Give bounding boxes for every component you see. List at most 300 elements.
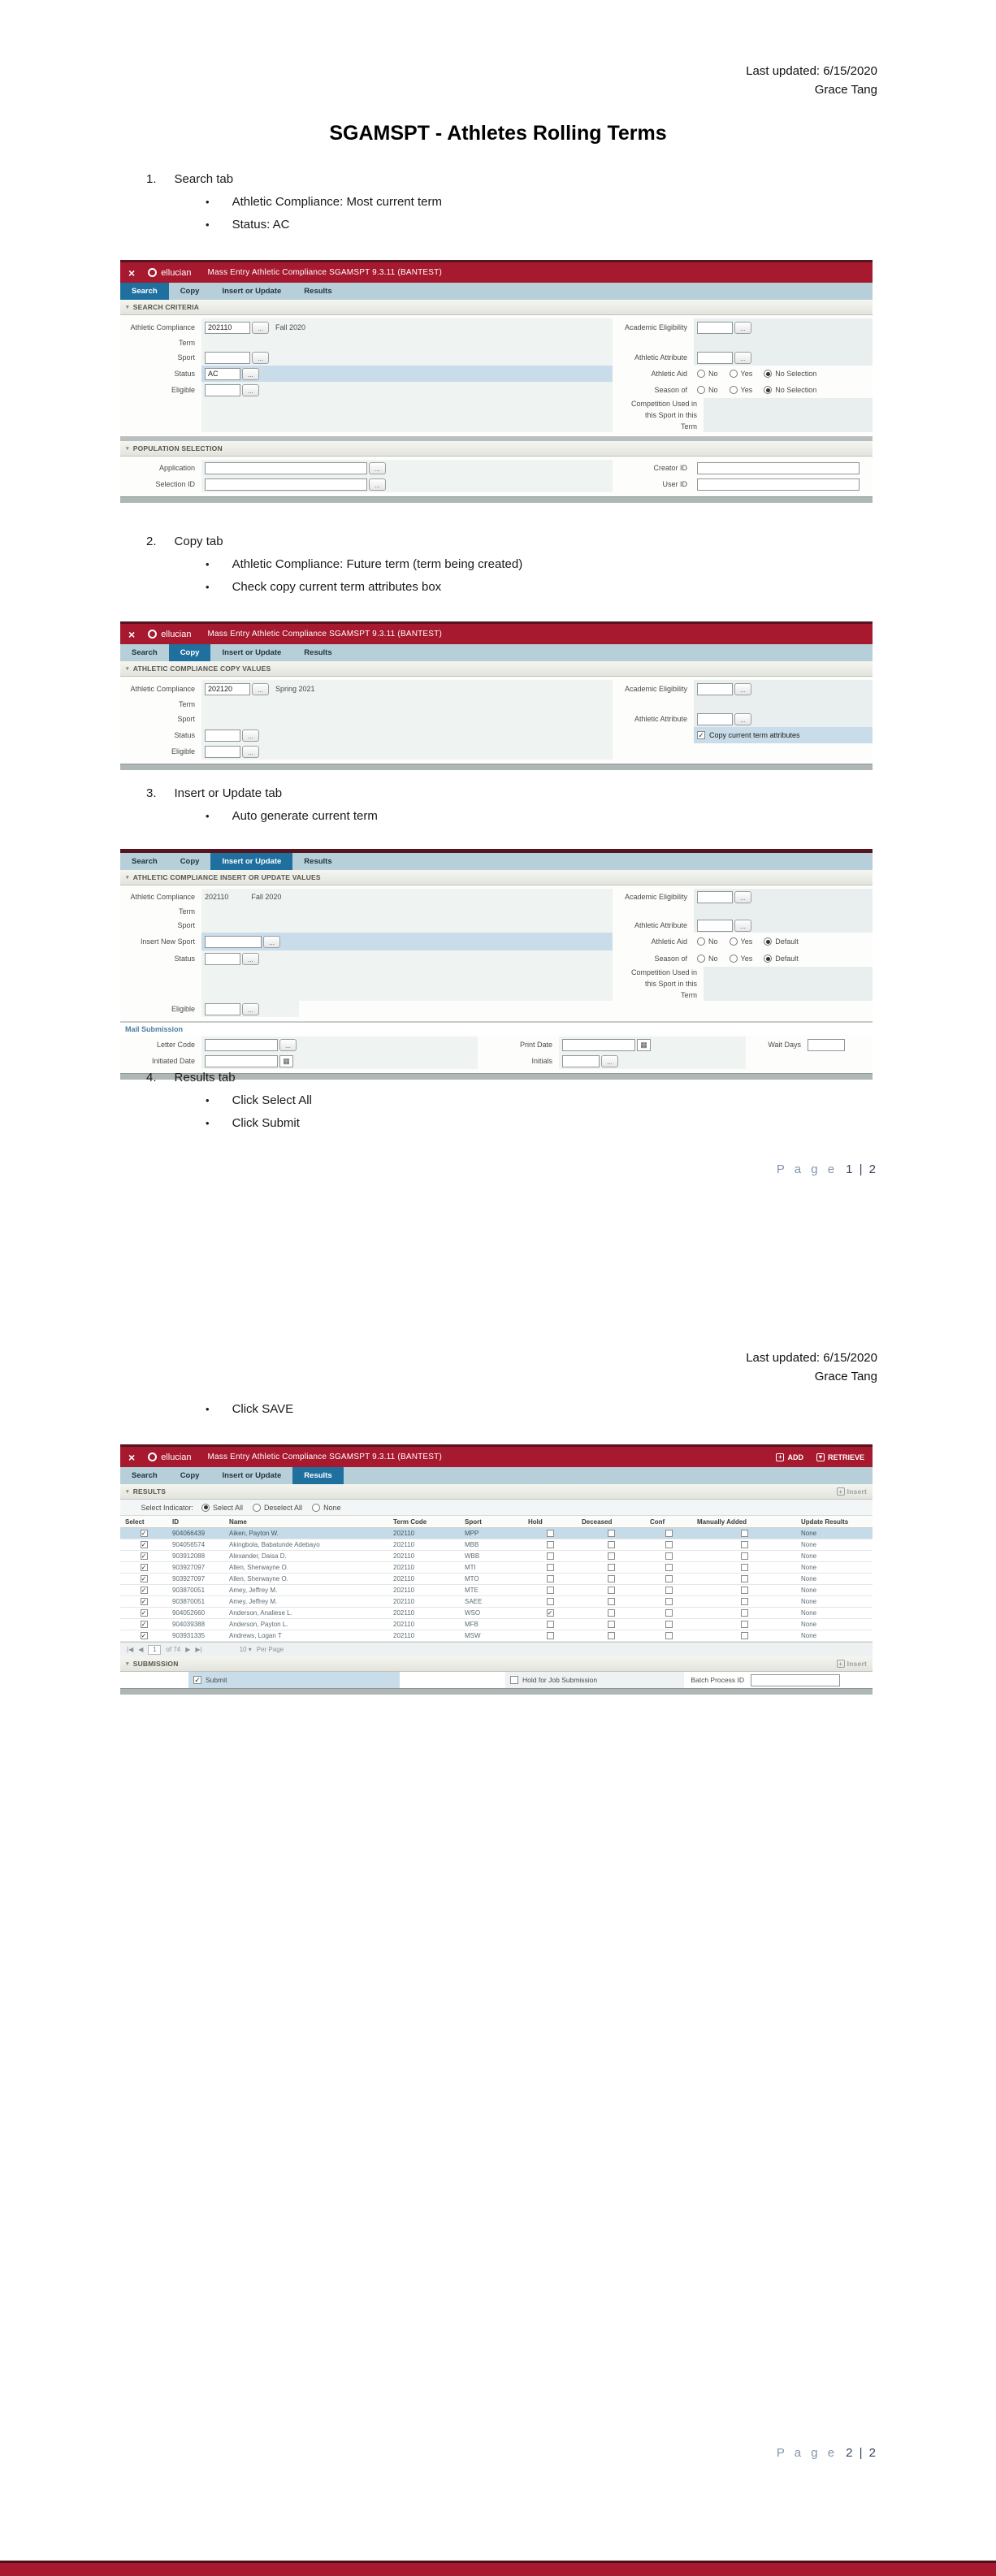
- batch-process-id-input[interactable]: [751, 1674, 840, 1686]
- application-label: Application: [158, 464, 195, 472]
- section-insert-or-update-values: [120, 870, 873, 885]
- author: Grace Tang: [814, 1370, 877, 1383]
- athletic-compliance-label: Athletic Compliance: [130, 685, 195, 693]
- tab-results[interactable]: Results: [304, 857, 332, 866]
- user-id-input[interactable]: [697, 478, 860, 491]
- lookup-button[interactable]: ...: [279, 1039, 297, 1051]
- season-label-line3: this Sport in this: [644, 980, 697, 988]
- athletic-attribute-label: Athletic Attribute: [634, 921, 687, 929]
- insert-icon: +: [837, 1487, 845, 1496]
- row-name: Amey, Jeffrey M.: [229, 1587, 278, 1594]
- step-save: [146, 1402, 293, 1416]
- step-label: Insert or Update tab: [174, 786, 283, 800]
- row-update-results: None: [801, 1552, 817, 1560]
- bullet-icon: •: [206, 1094, 210, 1106]
- row-id: 904052660: [172, 1609, 206, 1617]
- results-table-header: Select ID Name Term Code Sport Hold Deceased Conf Manually Added Update Results: [120, 1516, 873, 1528]
- bullet-text: Auto generate current term: [232, 809, 378, 823]
- add-button[interactable]: + ADD: [776, 1453, 803, 1461]
- section-title: ATHLETIC COMPLIANCE INSERT OR UPDATE VALUES: [132, 873, 321, 881]
- table-row[interactable]: [120, 1551, 873, 1562]
- athletic-compliance-input[interactable]: 202110: [205, 322, 250, 334]
- batch-process-id-label: Batch Process ID: [691, 1676, 744, 1684]
- table-row[interactable]: [120, 1630, 873, 1642]
- tab-search[interactable]: Search: [132, 857, 158, 866]
- eligible-input[interactable]: [205, 384, 240, 396]
- row-conf-checkbox[interactable]: [665, 1632, 673, 1639]
- insert-new-sport-input[interactable]: [205, 936, 262, 948]
- section-title: POPULATION SELECTION: [132, 444, 223, 452]
- bullet-icon: •: [206, 219, 210, 231]
- row-hold-checkbox[interactable]: [547, 1541, 554, 1548]
- screenshot-results-tab: [120, 1444, 873, 1695]
- initials-input[interactable]: [562, 1055, 600, 1067]
- collapse-caret-icon[interactable]: ▾: [126, 1489, 129, 1495]
- row-term-code: 202110: [393, 1632, 415, 1639]
- section-title: RESULTS: [132, 1487, 167, 1496]
- lookup-button[interactable]: ...: [242, 746, 259, 758]
- select-all-radio[interactable]: [201, 1504, 210, 1512]
- row-name: Anderson, Analiese L.: [229, 1609, 292, 1617]
- last-updated: Last updated: 6/15/2020: [746, 1351, 877, 1365]
- section-population-selection: [120, 441, 873, 457]
- academic-eligibility-input[interactable]: [697, 322, 733, 334]
- row-select-checkbox[interactable]: [141, 1552, 148, 1560]
- lookup-button[interactable]: ...: [369, 478, 386, 491]
- row-conf-checkbox[interactable]: [665, 1598, 673, 1605]
- insert-button[interactable]: + Insert: [837, 1487, 867, 1496]
- athletic-aid-yes-radio[interactable]: [730, 370, 738, 378]
- row-conf-checkbox[interactable]: [665, 1587, 673, 1594]
- row-name: Andrews, Logan T: [229, 1632, 282, 1639]
- row-id: 904056574: [172, 1541, 206, 1548]
- first-page-icon[interactable]: |◀: [127, 1646, 134, 1653]
- row-deceased-checkbox[interactable]: [608, 1598, 615, 1605]
- window-title: Mass Entry Athletic Compliance SGAMSPT 9.3.11 (BANTEST): [207, 630, 442, 639]
- retrieve-button[interactable]: ▾ RETRIEVE: [816, 1453, 864, 1461]
- next-page-icon[interactable]: ▶: [185, 1646, 191, 1653]
- screenshot-copy-tab: [120, 621, 873, 770]
- table-row[interactable]: [120, 1528, 873, 1539]
- insert-button[interactable]: + Insert: [837, 1660, 867, 1668]
- lookup-button[interactable]: ...: [734, 322, 751, 334]
- athletic-aid-noselection-radio[interactable]: [764, 370, 772, 378]
- term-description: Spring 2021: [275, 685, 315, 693]
- step-1: [146, 172, 442, 232]
- row-hold-checkbox[interactable]: [547, 1564, 554, 1571]
- section-title: SUBMISSION: [132, 1660, 179, 1668]
- row-sport: MTE: [465, 1587, 479, 1594]
- row-manually-added-checkbox[interactable]: [741, 1552, 748, 1560]
- row-id: 903927097: [172, 1575, 206, 1582]
- row-name: Allen, Sherwayne O.: [229, 1564, 288, 1571]
- tab-results[interactable]: Results: [292, 1467, 343, 1484]
- row-select-checkbox[interactable]: [141, 1587, 148, 1594]
- step-number: 4.: [146, 1071, 157, 1085]
- initiated-date-input[interactable]: [205, 1055, 278, 1067]
- row-select-checkbox[interactable]: [141, 1632, 148, 1639]
- row-hold-checkbox[interactable]: [547, 1598, 554, 1605]
- table-row[interactable]: [120, 1585, 873, 1596]
- pagination-bar: [120, 1642, 873, 1656]
- athletic-attribute-input[interactable]: [697, 713, 733, 725]
- row-manually-added-checkbox[interactable]: [741, 1609, 748, 1617]
- page-number-input[interactable]: 1: [148, 1645, 161, 1655]
- athletic-aid-yes-radio[interactable]: [730, 937, 738, 946]
- row-name: Akingbola, Babatunde Adebayo: [229, 1541, 320, 1548]
- copy-checkbox-label: Copy current term attributes: [709, 731, 800, 739]
- row-update-results: None: [801, 1609, 817, 1617]
- row-update-results: None: [801, 1598, 817, 1605]
- row-id: 903912088: [172, 1552, 206, 1560]
- table-row[interactable]: [120, 1608, 873, 1619]
- row-manually-added-checkbox[interactable]: [741, 1541, 748, 1548]
- table-row[interactable]: [120, 1619, 873, 1630]
- bullet-icon: •: [206, 558, 210, 570]
- lookup-button[interactable]: ...: [734, 713, 751, 725]
- tab-insert-or-update[interactable]: Insert or Update: [222, 287, 282, 296]
- tab-bar: [120, 283, 873, 300]
- row-term-code: 202110: [393, 1609, 415, 1617]
- lookup-button[interactable]: ...: [734, 891, 751, 903]
- athletic-compliance-label: Athletic Compliance: [130, 323, 195, 331]
- select-indicator-row: Select Indicator: Select All Deselect All None: [120, 1500, 873, 1516]
- section-submission: [120, 1656, 873, 1672]
- term-description: Fall 2020: [275, 323, 306, 331]
- athletic-attribute-input[interactable]: [697, 352, 733, 364]
- athletic-compliance-input[interactable]: 202120: [205, 683, 250, 695]
- row-hold-checkbox[interactable]: [547, 1621, 554, 1628]
- tab-copy[interactable]: Copy: [169, 644, 211, 661]
- section-search-criteria: [120, 300, 873, 315]
- page-count-label: of 74: [166, 1646, 181, 1653]
- row-hold-checkbox[interactable]: [547, 1609, 554, 1617]
- row-term-code: 202110: [393, 1621, 415, 1628]
- creator-id-input[interactable]: [697, 462, 860, 474]
- season-no-radio[interactable]: [697, 955, 705, 963]
- row-term-code: 202110: [393, 1587, 415, 1594]
- row-update-results: None: [801, 1587, 817, 1594]
- status-label: Status: [174, 731, 195, 739]
- row-select-checkbox[interactable]: [141, 1609, 148, 1617]
- bullet-icon: •: [206, 810, 210, 822]
- lookup-button[interactable]: ...: [252, 683, 269, 695]
- ellucian-logo: ellucian: [148, 1453, 191, 1462]
- row-conf-checkbox[interactable]: [665, 1552, 673, 1560]
- section-copy-values: [120, 661, 873, 677]
- row-conf-checkbox[interactable]: [665, 1530, 673, 1537]
- row-conf-checkbox[interactable]: [665, 1609, 673, 1617]
- bullet-text: Status: AC: [232, 218, 290, 232]
- creator-id-label: Creator ID: [653, 464, 687, 472]
- bullet-icon: •: [206, 1117, 210, 1129]
- row-hold-checkbox[interactable]: [547, 1632, 554, 1639]
- row-conf-checkbox[interactable]: [665, 1541, 673, 1548]
- row-conf-checkbox[interactable]: [665, 1621, 673, 1628]
- step-4: [146, 1071, 312, 1130]
- tab-insert-or-update[interactable]: Insert or Update: [210, 853, 292, 870]
- row-deceased-checkbox[interactable]: [608, 1541, 615, 1548]
- tab-copy[interactable]: Copy: [180, 857, 200, 866]
- page-word: P a g e: [776, 1162, 838, 1176]
- close-icon[interactable]: ×: [128, 1450, 136, 1464]
- row-deceased-checkbox[interactable]: [608, 1575, 615, 1582]
- academic-eligibility-label: Academic Eligibility: [624, 685, 687, 693]
- bullet-text: Click SAVE: [232, 1402, 294, 1416]
- collapse-caret-icon[interactable]: ▾: [126, 1661, 129, 1667]
- lookup-button[interactable]: ...: [242, 730, 259, 742]
- row-manually-added-checkbox[interactable]: [741, 1598, 748, 1605]
- lookup-button[interactable]: ...: [242, 953, 259, 965]
- select-indicator-label: Select Indicator:: [141, 1503, 193, 1512]
- print-date-input[interactable]: [562, 1039, 635, 1051]
- row-select-checkbox[interactable]: [141, 1598, 148, 1605]
- row-manually-added-checkbox[interactable]: [741, 1587, 748, 1594]
- step-number: 3.: [146, 786, 157, 800]
- bullet-icon: •: [206, 196, 210, 208]
- calendar-icon[interactable]: ▦: [279, 1055, 293, 1067]
- row-manually-added-checkbox[interactable]: [741, 1621, 748, 1628]
- athletic-aid-default-radio[interactable]: [764, 937, 772, 946]
- row-update-results: None: [801, 1541, 817, 1548]
- step-3: [146, 786, 378, 823]
- per-page-select[interactable]: 10 ▾: [239, 1646, 252, 1653]
- row-name: Aiken, Payton W.: [229, 1530, 279, 1537]
- window-titlebar: [120, 1447, 873, 1467]
- eligible-input[interactable]: [205, 746, 240, 758]
- row-term-code: 202110: [393, 1541, 415, 1548]
- window-bottom-bar: [120, 764, 873, 770]
- row-hold-checkbox[interactable]: [547, 1552, 554, 1560]
- lookup-button[interactable]: ...: [242, 1003, 259, 1015]
- submit-checkbox[interactable]: [193, 1676, 201, 1684]
- bullet-text: Athletic Compliance: Most current term: [232, 195, 442, 209]
- table-row[interactable]: [120, 1539, 873, 1551]
- athletic-attribute-label: Athletic Attribute: [634, 715, 687, 723]
- row-deceased-checkbox[interactable]: [608, 1587, 615, 1594]
- row-conf-checkbox[interactable]: [665, 1564, 673, 1571]
- table-row[interactable]: [120, 1562, 873, 1574]
- user-id-label: User ID: [662, 480, 687, 488]
- season-label-line2: Competition Used in: [630, 968, 697, 976]
- row-term-code: 202110: [393, 1530, 415, 1537]
- status-input[interactable]: AC: [205, 368, 240, 380]
- bullet-text: Athletic Compliance: Future term (term being created): [232, 557, 523, 571]
- athletic-aid-label: Athletic Aid: [651, 937, 687, 946]
- calendar-icon[interactable]: ▦: [637, 1039, 651, 1051]
- step-number: 2.: [146, 535, 157, 548]
- row-deceased-checkbox[interactable]: [608, 1564, 615, 1571]
- close-icon[interactable]: ×: [128, 266, 136, 279]
- cut-off-titlebar: [0, 2561, 996, 2576]
- wait-days-label: Wait Days: [768, 1041, 801, 1049]
- row-sport: MBB: [465, 1541, 479, 1548]
- selection-id-input[interactable]: [205, 478, 367, 491]
- row-id: 903927097: [172, 1564, 206, 1571]
- print-date-label: Print Date: [519, 1041, 552, 1049]
- tab-search[interactable]: Search: [132, 648, 158, 657]
- bullet-text: Click Submit: [232, 1116, 300, 1130]
- table-row[interactable]: [120, 1574, 873, 1585]
- application-input[interactable]: [205, 462, 367, 474]
- per-page-label: Per Page: [256, 1646, 284, 1653]
- season-no-radio[interactable]: [697, 386, 705, 394]
- tab-bar: [120, 1467, 873, 1484]
- screenshot-insert-or-update-tab: Search Copy Insert or Update Results ▾ ATHLETIC COMPLIANCE INSERT OR UPDATE VALUES Athletic Compliance 202110 Fall 2020 Academic Eligibility ... Term Sport Athletic Attribute ... Insert New Sport ... Athletic Aid No Yes Default Status ... Season of No Yes Default Competition Used in this Sport in this Term Eligible ... Mail Submission Letter Code ... Print Date ▦ Wait Days Initiated Date ▦ Initials ...: [120, 849, 873, 1080]
- row-select-checkbox[interactable]: [141, 1621, 148, 1628]
- season-default-radio[interactable]: [764, 955, 772, 963]
- athletic-attribute-input[interactable]: [697, 920, 733, 932]
- row-hold-checkbox[interactable]: [547, 1530, 554, 1537]
- lookup-button[interactable]: ...: [734, 352, 751, 364]
- row-deceased-checkbox[interactable]: [608, 1530, 615, 1537]
- season-label: Season of: [654, 386, 687, 394]
- lookup-button[interactable]: ...: [242, 368, 259, 380]
- row-sport: MTI: [465, 1564, 476, 1571]
- window-titlebar: [120, 262, 873, 283]
- logo-ring-icon: [148, 268, 157, 277]
- row-manually-added-checkbox[interactable]: [741, 1530, 748, 1537]
- collapse-caret-icon[interactable]: ▾: [126, 875, 129, 881]
- row-manually-added-checkbox[interactable]: [741, 1575, 748, 1582]
- season-label-line3: this Sport in this: [644, 411, 697, 419]
- row-select-checkbox[interactable]: [141, 1541, 148, 1548]
- lookup-button[interactable]: ...: [252, 322, 269, 334]
- copy-current-term-attributes-checkbox[interactable]: [697, 731, 705, 739]
- hold-for-job-submission-checkbox[interactable]: [510, 1676, 518, 1684]
- ellucian-logo: ellucian: [148, 630, 191, 639]
- step-number: 1.: [146, 172, 157, 186]
- lookup-button[interactable]: ...: [252, 352, 269, 364]
- initiated-date-label: Initiated Date: [151, 1057, 195, 1065]
- bullet-icon: •: [206, 1403, 210, 1415]
- tab-results[interactable]: Results: [304, 648, 332, 657]
- window-bottom-bar: [120, 1688, 873, 1695]
- tab-search[interactable]: Search: [132, 1471, 158, 1480]
- section-title: SEARCH CRITERIA: [132, 303, 200, 311]
- row-hold-checkbox[interactable]: [547, 1575, 554, 1582]
- row-name: Alexander, Daisa D.: [229, 1552, 287, 1560]
- eligible-input[interactable]: [205, 1003, 240, 1015]
- lookup-button[interactable]: ...: [734, 920, 751, 932]
- row-deceased-checkbox[interactable]: [608, 1621, 615, 1628]
- row-conf-checkbox[interactable]: [665, 1575, 673, 1582]
- status-label: Status: [174, 370, 195, 378]
- bullet-text: Click Select All: [232, 1093, 312, 1107]
- row-deceased-checkbox[interactable]: [608, 1609, 615, 1617]
- athletic-compliance-value: 202110: [205, 893, 229, 901]
- season-label: Season of: [654, 955, 687, 963]
- row-deceased-checkbox[interactable]: [608, 1632, 615, 1639]
- close-icon[interactable]: ×: [128, 627, 136, 641]
- row-select-checkbox[interactable]: [141, 1575, 148, 1582]
- row-name: Allen, Sherwayne O.: [229, 1575, 288, 1582]
- row-hold-checkbox[interactable]: [547, 1587, 554, 1594]
- wait-days-input[interactable]: [808, 1039, 845, 1051]
- prev-page-icon[interactable]: ◀: [138, 1646, 144, 1653]
- tab-copy[interactable]: Copy: [180, 1471, 200, 1480]
- sport-label: Sport: [177, 921, 195, 929]
- academic-eligibility-input[interactable]: [697, 683, 733, 695]
- status-input[interactable]: [205, 730, 240, 742]
- status-input[interactable]: [205, 953, 240, 965]
- academic-eligibility-label: Academic Eligibility: [624, 893, 687, 901]
- window-title: Mass Entry Athletic Compliance SGAMSPT 9.3.11 (BANTEST): [207, 1453, 442, 1461]
- initials-label: Initials: [531, 1057, 552, 1065]
- step-2: [146, 535, 522, 594]
- section-results: [120, 1484, 873, 1500]
- row-name: Amey, Jeffrey M.: [229, 1598, 278, 1605]
- selection-id-label: Selection ID: [155, 480, 195, 488]
- ellucian-logo: ellucian: [148, 268, 191, 278]
- tab-results[interactable]: Results: [304, 287, 332, 296]
- row-manually-added-checkbox[interactable]: [741, 1632, 748, 1639]
- sport-input[interactable]: [205, 352, 250, 364]
- dropdown-caret-icon: ▾: [248, 1646, 252, 1653]
- academic-eligibility-input[interactable]: [697, 891, 733, 903]
- tab-search[interactable]: Search: [120, 283, 169, 300]
- row-select-checkbox[interactable]: [141, 1530, 148, 1537]
- add-icon: +: [776, 1453, 784, 1461]
- season-label-line4: Term: [681, 422, 697, 431]
- submission-row: [120, 1672, 873, 1688]
- tab-insert-or-update[interactable]: Insert or Update: [222, 1471, 282, 1480]
- lookup-button[interactable]: ...: [734, 683, 751, 695]
- athletic-aid-no-radio[interactable]: [697, 937, 705, 946]
- window-titlebar: [120, 624, 873, 644]
- athletic-aid-no-radio[interactable]: [697, 370, 705, 378]
- lookup-button[interactable]: ...: [601, 1055, 618, 1067]
- sport-label: Sport: [177, 715, 195, 723]
- doc-header-p2: [746, 1349, 877, 1386]
- lookup-button[interactable]: ...: [369, 462, 386, 474]
- submit-label: Submit: [206, 1676, 227, 1684]
- season-yes-radio[interactable]: [730, 955, 738, 963]
- row-id: 903931335: [172, 1632, 206, 1639]
- row-deceased-checkbox[interactable]: [608, 1552, 615, 1560]
- collapse-caret-icon[interactable]: ▾: [126, 305, 129, 310]
- row-update-results: None: [801, 1564, 817, 1571]
- row-name: Anderson, Payton L.: [229, 1621, 288, 1628]
- row-sport: MTO: [465, 1575, 479, 1582]
- letter-code-input[interactable]: [205, 1039, 278, 1051]
- tab-insert-or-update[interactable]: Insert or Update: [222, 648, 282, 657]
- tab-copy[interactable]: Copy: [180, 287, 200, 296]
- season-yes-radio[interactable]: [730, 386, 738, 394]
- lookup-button[interactable]: ...: [263, 936, 280, 948]
- deselect-all-radio[interactable]: [253, 1504, 261, 1512]
- collapse-caret-icon[interactable]: ▾: [126, 666, 129, 672]
- collapse-caret-icon[interactable]: ▾: [126, 446, 129, 452]
- academic-eligibility-label: Academic Eligibility: [624, 323, 687, 331]
- row-select-checkbox[interactable]: [141, 1564, 148, 1571]
- page-title: SGAMSPT - Athletes Rolling Terms: [329, 122, 667, 145]
- lookup-button[interactable]: ...: [242, 384, 259, 396]
- page-2-footer: [777, 2444, 877, 2462]
- row-manually-added-checkbox[interactable]: [741, 1564, 748, 1571]
- row-sport: MPP: [465, 1530, 479, 1537]
- row-term-code: 202110: [393, 1598, 415, 1605]
- table-row[interactable]: [120, 1596, 873, 1608]
- season-noselection-radio[interactable]: [764, 386, 772, 394]
- row-id: 903870051: [172, 1587, 206, 1594]
- none-radio[interactable]: [312, 1504, 320, 1512]
- step-label: Copy tab: [174, 535, 223, 548]
- athletic-aid-label: Athletic Aid: [651, 370, 687, 378]
- eligible-label: Eligible: [171, 386, 195, 394]
- last-page-icon[interactable]: ▶|: [195, 1646, 202, 1653]
- logo-ring-icon: [148, 1453, 157, 1461]
